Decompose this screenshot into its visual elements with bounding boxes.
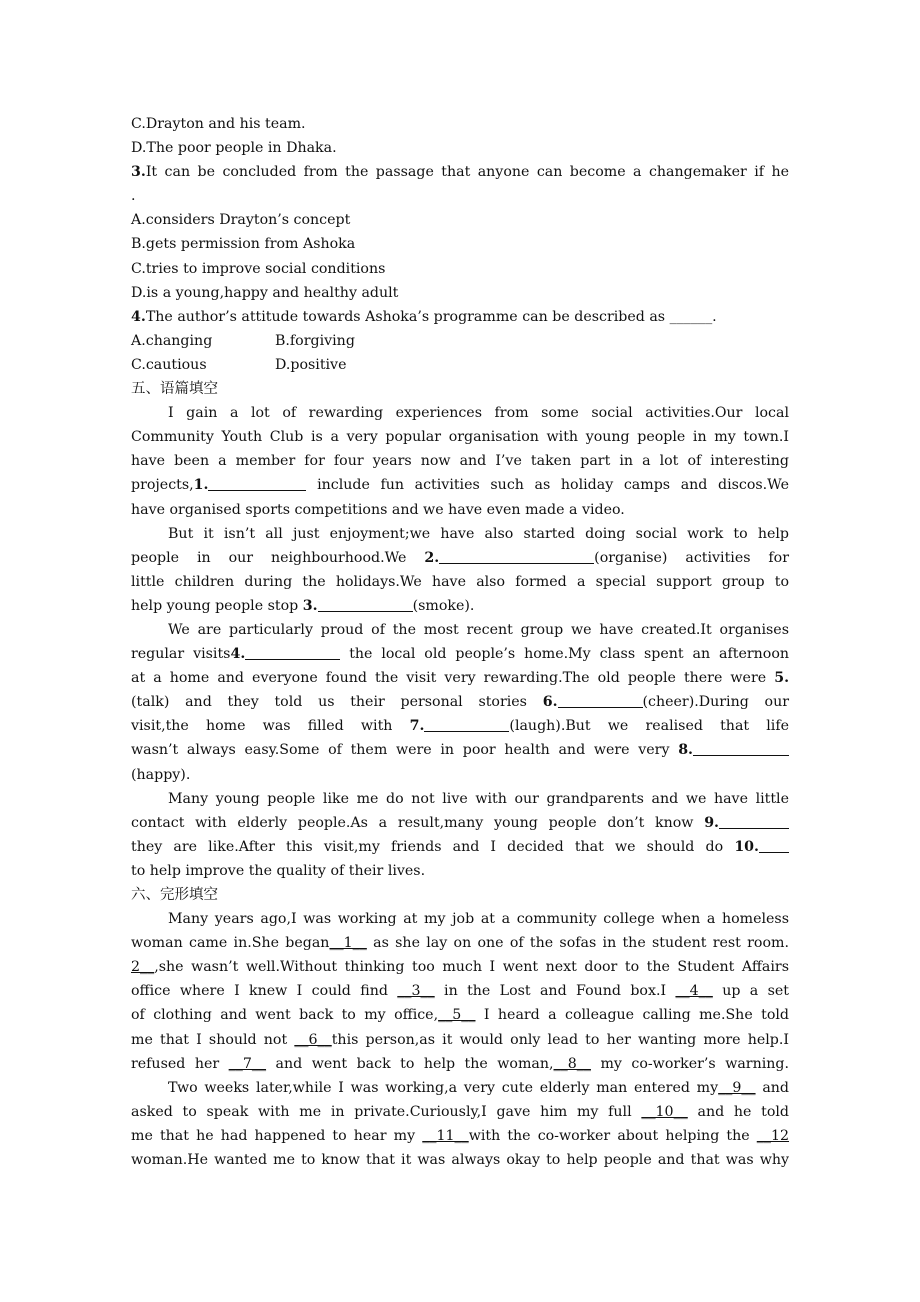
cloze-blank[interactable]: __7__ [228,1055,267,1072]
blank-number: 1. [193,477,209,494]
cloze-blank[interactable]: __3__ [397,983,435,1000]
cloze-blank[interactable]: 2__ [131,959,155,976]
answer-blank[interactable] [759,837,789,853]
q3-stem: 3.It can be concluded from the passage that anyone can become a changemaker if he [131,164,789,181]
q2-option-d: D.The poor people in Dhaka. [131,140,337,157]
answer-blank[interactable] [208,475,306,491]
s5-line: (happy). [131,766,191,783]
s5-line: projects,1. include fun activities such as holiday camps and discos.We [131,477,790,494]
s6-line: of clothing and went back to my office,__5__ I heard a colleague calling me.She told [131,1007,789,1024]
answer-blank[interactable] [719,813,789,829]
s6-line: refused her __7__ and went back to help the woman,__8__ my co-worker’s warning. [131,1055,789,1072]
answer-blank[interactable] [424,716,509,732]
blank-number: 5. [774,670,790,687]
blank-number: 7. [409,718,425,735]
answer-blank[interactable] [439,548,594,564]
blank-number: 9. [704,814,719,831]
s6-line: 2__,she wasn’t well.Without thinking too much I went next door to the Student Affairs [131,959,789,976]
s5-line: Community Youth Club is a very popular organisation with young people in my town.I [131,429,789,446]
answer-blank[interactable] [693,740,789,756]
s6-line: woman came in.She began__1__ as she lay on one of the sofas in the student rest room. [131,935,789,952]
s6-line: Many years ago,I was working at my job at a community college when a homeless [168,911,789,928]
blank-number: 6. [542,694,558,711]
cloze-blank[interactable]: __12 [756,1127,790,1144]
cloze-blank[interactable]: __5__ [438,1007,476,1024]
s5-line: to help improve the quality of their lives. [131,862,426,879]
s5-line: at a home and everyone found the visit very rewarding.The old people there were 5. [131,670,790,687]
s6-line: me that he had happened to hear my __11__with the co-worker about helping the __12 [131,1127,790,1144]
answer-blank[interactable] [245,644,340,660]
s5-line: I gain a lot of rewarding experiences from some social activities.Our local [168,405,789,422]
section-6-heading: 六、完形填空 [131,887,218,903]
s5-line: regular visits4. the local old people’s home.My class spent an afternoon [131,646,789,663]
blank-number: 3. [302,597,318,614]
s5-line: visit,the home was filled with 7. (laugh).But we realised that life [131,718,789,735]
s6-line: woman.He wanted me to know that it was always okay to help people and that was why [131,1152,789,1169]
q3-option-a: A.considers Drayton’s concept [131,212,351,229]
s6-line: me that I should not __6__this person,as it would only lead to her wanting more help.I [131,1031,789,1048]
s5-line: contact with elderly people.As a result,many young people don’t know 9. [131,811,789,835]
s5-line: (talk) and they told us their personal stories 6. (cheer).During our [131,694,789,711]
q4-options-ab: A.changing B.forgiving [131,332,355,349]
section-5-heading: 五、语篇填空 [131,381,218,398]
blank-number: 10. [734,838,759,855]
s6-line: asked to speak with me in private.Curiously,I gave him my full __10__ and he told [131,1103,790,1120]
s5-line: help young people stop 3. (smoke). [131,597,475,614]
s5-line: have organised sports competitions and we have even made a video. [131,501,625,518]
s5-line: But it isn’t all just enjoyment;we have also started doing social work to help [168,525,789,542]
blank-number: 4. [230,646,246,663]
s5-line: little children during the holidays.We have also formed a special support group to [131,573,789,590]
s5-line: have been a member for four years now and I’ve taken part in a lot of interesting [131,453,789,470]
q3-option-d: D.is a young,happy and healthy adult [131,284,399,301]
cloze-blank[interactable]: __10__ [641,1103,688,1120]
s6-line: Two weeks later,while I was working,a very cute elderly man entered my__9__ and [168,1079,789,1096]
answer-blank[interactable] [558,692,643,708]
blank-number: 2. [424,549,440,566]
q2-option-c: C.Drayton and his team. [131,116,306,132]
s5-line: they are like.After this visit,my friends and I decided that we should do 10. [131,835,789,859]
cloze-blank[interactable]: __4__ [675,983,713,1000]
q3-option-c: C.tries to improve social conditions [131,260,386,277]
worksheet-page [131,112,789,1172]
cloze-blank[interactable]: __8__ [553,1055,591,1072]
q4-options-cd: C.cautious D.positive [131,356,347,373]
cloze-blank[interactable]: __6__ [294,1031,332,1048]
s6-line: office where I knew I could find __3__ in the Lost and Found box.I __4__ up a set [131,983,789,1000]
s5-line: wasn’t always easy.Some of them were in poor health and were very 8. [131,738,789,762]
s5-line: Many young people like me do not live with our grandparents and we have little [168,790,789,807]
q4-stem: 4.The author’s attitude towards Ashoka’s programme can be described as ______. [131,308,717,325]
q3-option-b: B.gets permission from Ashoka [131,236,356,253]
blank-number: 8. [678,742,693,759]
cloze-blank[interactable]: __1__ [329,935,367,952]
cloze-blank[interactable]: __9__ [718,1079,756,1096]
q3-stem-end: . [131,188,136,205]
s5-line: We are particularly proud of the most recent group we have created.It organises [168,621,789,638]
cloze-blank[interactable]: __11__ [422,1127,469,1144]
s5-line: people in our neighbourhood.We 2. (organise) activities for [131,549,789,566]
answer-blank[interactable] [318,596,413,612]
